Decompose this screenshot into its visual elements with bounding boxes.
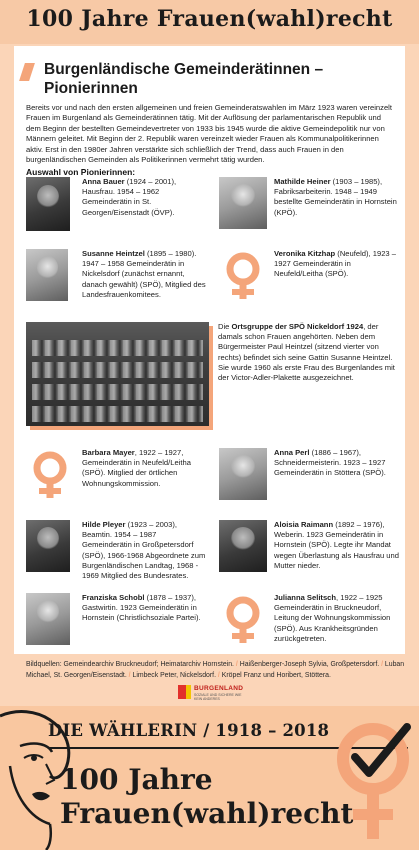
group-photo-caption <box>218 322 396 383</box>
logo-mark-red <box>178 685 186 699</box>
credit-source: Gemeindearchiv Bruckneudorf; Heimatarchiv Hornstein. <box>63 661 234 668</box>
entry-hilde-pleyer <box>82 520 208 581</box>
portrait-mathilde-heiner <box>219 177 267 229</box>
caption-highlight: Ortsgruppe der SPÖ Nickeldorf 1924 <box>231 322 364 331</box>
portrait-susanne-heintzel <box>26 249 68 301</box>
portrait-aloisia-raimann <box>219 520 267 572</box>
burgenland-logo <box>178 683 248 703</box>
entry-anna-perl <box>274 448 400 479</box>
credit-source: Luban Michael, St. Georgen/Eisenstadt. <box>26 661 405 679</box>
entry-text: (1895 – 1980). 1947 – 1958 Gemeinderätin in Nickelsdorf (zunächst ernannt, danach gewählt) (SPÖ), Mitglied des Landesfrauenkomitees. <box>82 249 206 299</box>
credit-source: Limbeck Peter, Nickelsdorf. <box>132 672 216 679</box>
entry-julianna-selitsch <box>274 593 400 644</box>
group-photo-spoe-nickelsdorf <box>26 322 209 426</box>
entry-name: Barbara Mayer <box>82 448 135 457</box>
entry-name: Anna Bauer <box>82 177 125 186</box>
entry-name: Susanne Heintzel <box>82 249 145 258</box>
pioneers-subheading: Auswahl von Pionierinnen: <box>26 167 136 177</box>
entry-name: Mathilde Heiner <box>274 177 331 186</box>
footer-title-line-1: 100 Jahre <box>60 763 213 796</box>
poster-title: 100 Jahre Frauen(wahl)recht <box>26 6 393 32</box>
entry-text: (1878 – 1937), Gastwirtin. 1923 Gemeinderätin in Hornstein (Christlichsoziale Partei). <box>82 593 201 623</box>
credit-source: Kröpel Franz und Horibert, Stöttera. <box>221 672 331 679</box>
entry-text: (1923 – 2003), Beamtin. 1954 – 1987 Gemeinderätin in Großpetersdorf (SPÖ), 1966-1968 Abgeordnete zum Burgenländischen Landtag, 1968 - 1969 Mitglied des Bundesrates. <box>82 520 206 581</box>
entry-name: Anna Perl <box>274 448 310 457</box>
entry-aloisia-raimann <box>274 520 400 571</box>
venus-symbol-icon <box>219 249 267 301</box>
separator: / <box>128 672 131 679</box>
venus-symbol-icon <box>26 448 74 500</box>
entry-name: Aloisia Raimann <box>274 520 334 529</box>
entry-anna-bauer <box>82 177 206 218</box>
logo-text: BURGENLAND <box>194 685 244 692</box>
entry-text: (1886 – 1967), Schneidermeisterin. 1923 – 1927 Gemeinderätin in Stöttera (SPÖ). <box>274 448 386 478</box>
entry-text: (Neufeld), 1923 – 1927 Gemeinderätin in Neufeld/Leitha (SPÖ). <box>274 249 396 279</box>
separator: / <box>381 661 383 668</box>
entry-name: Franziska Schobl <box>82 593 145 602</box>
entry-barbara-mayer <box>82 448 206 489</box>
portrait-franziska-schobl <box>26 593 70 645</box>
caption-prefix: Die <box>218 322 232 331</box>
entry-text: (1903 – 1985), Fabriksarbeiterin. 1948 – 1949 bestellte Gemeinderätin in Hornstein (KPÖ). <box>274 177 397 217</box>
footer-title-line-2: Frauen(wahl)recht <box>60 797 354 830</box>
portrait-anna-bauer <box>26 177 70 231</box>
entry-veronika-kitzhap <box>274 249 400 280</box>
footer-kicker: DIE WÄHLERIN / 1918 – 2018 <box>48 721 330 740</box>
logo-mark-yellow <box>186 685 191 699</box>
credit-source: Haißenberger-Joseph Sylvia, Großpetersdorf. <box>239 661 380 668</box>
entry-name: Hilde Pleyer <box>82 520 126 529</box>
logo-subtext: SOZIALE UND SICHERE WIE KEIN ANDERES <box>194 693 242 701</box>
entry-text: (1892 – 1976), Weberin. 1923 Gemeinderätin in Hornstein (SPÖ). Legte ihr Mandat wegen Überlastung als Hausfrau und Mutter nieder. <box>274 520 399 570</box>
image-credits <box>26 659 406 681</box>
credits-label: Bildquellen: <box>26 661 64 668</box>
intro-paragraph: Bereits vor und nach den ersten allgemeinen und freien Gemeinderatswahlen im März 1923 waren vereinzelt Frauen im Burgenland als Gemeinderätinnen tätig. Mit der Auflösung der parlamentarischen Republik und dem Beginn der bestellten Gemeindevertreter von 1933 bis 1945 wurde die aktive Gemeindepolitik nur von Männern geleitet. Mit Beginn der 2. Republik waren vereinzelt wieder Frauen als Kommunalpolitikerinnen aktiv. Erst in den 1980er Jahren verstärkte sich schließlich der Trend, dass auch Frauen in den burgenländischen Gemeinden als Politikerinnen vermehrt tätig wurden. <box>26 103 392 165</box>
separator: / <box>235 661 238 668</box>
entry-text: , 1922 – 1925 Gemeinderätin in Bruckneudorf, Leitung der Wohnungskommission (SPÖ). Aus Krankheitsgründen zurückgetreten. <box>274 593 391 643</box>
venus-checkmark-icon <box>333 717 413 843</box>
venus-symbol-icon <box>219 593 267 645</box>
caption-text: , der damals schon Frauen angehörten. Neben dem Bürgermeister Paul Heintzel (sitzend vierter von rechts) befindet sich seine Gattin Susanne Heintzel. Sie wurde 1960 als erste Frau des Burgenlandes mit der Victor-Adler-Plakette ausgezeichnet. <box>218 322 395 383</box>
entry-text: , 1922 – 1927, Gemeinderätin in Neufeld/Leitha (SPÖ). Mitglied der örtlichen Wohnungskommission. <box>82 448 191 488</box>
entry-mathilde-heiner <box>274 177 400 218</box>
entry-name: Veronika Kitzhap <box>274 249 336 258</box>
portrait-anna-perl <box>219 448 267 500</box>
entry-susanne-heintzel <box>82 249 208 300</box>
section-heading: Burgenländische Gemeinderätinnen – Pionierinnen <box>44 61 324 97</box>
portrait-hilde-pleyer <box>26 520 70 572</box>
entry-text: (1924 – 2001), Hausfrau. 1954 – 1962 Gemeinderätin in St. Georgen/Eisenstadt (ÖVP). <box>82 177 177 217</box>
separator: / <box>217 672 220 679</box>
entry-name: Julianna Selitsch <box>274 593 337 602</box>
entry-franziska-schobl <box>82 593 206 624</box>
